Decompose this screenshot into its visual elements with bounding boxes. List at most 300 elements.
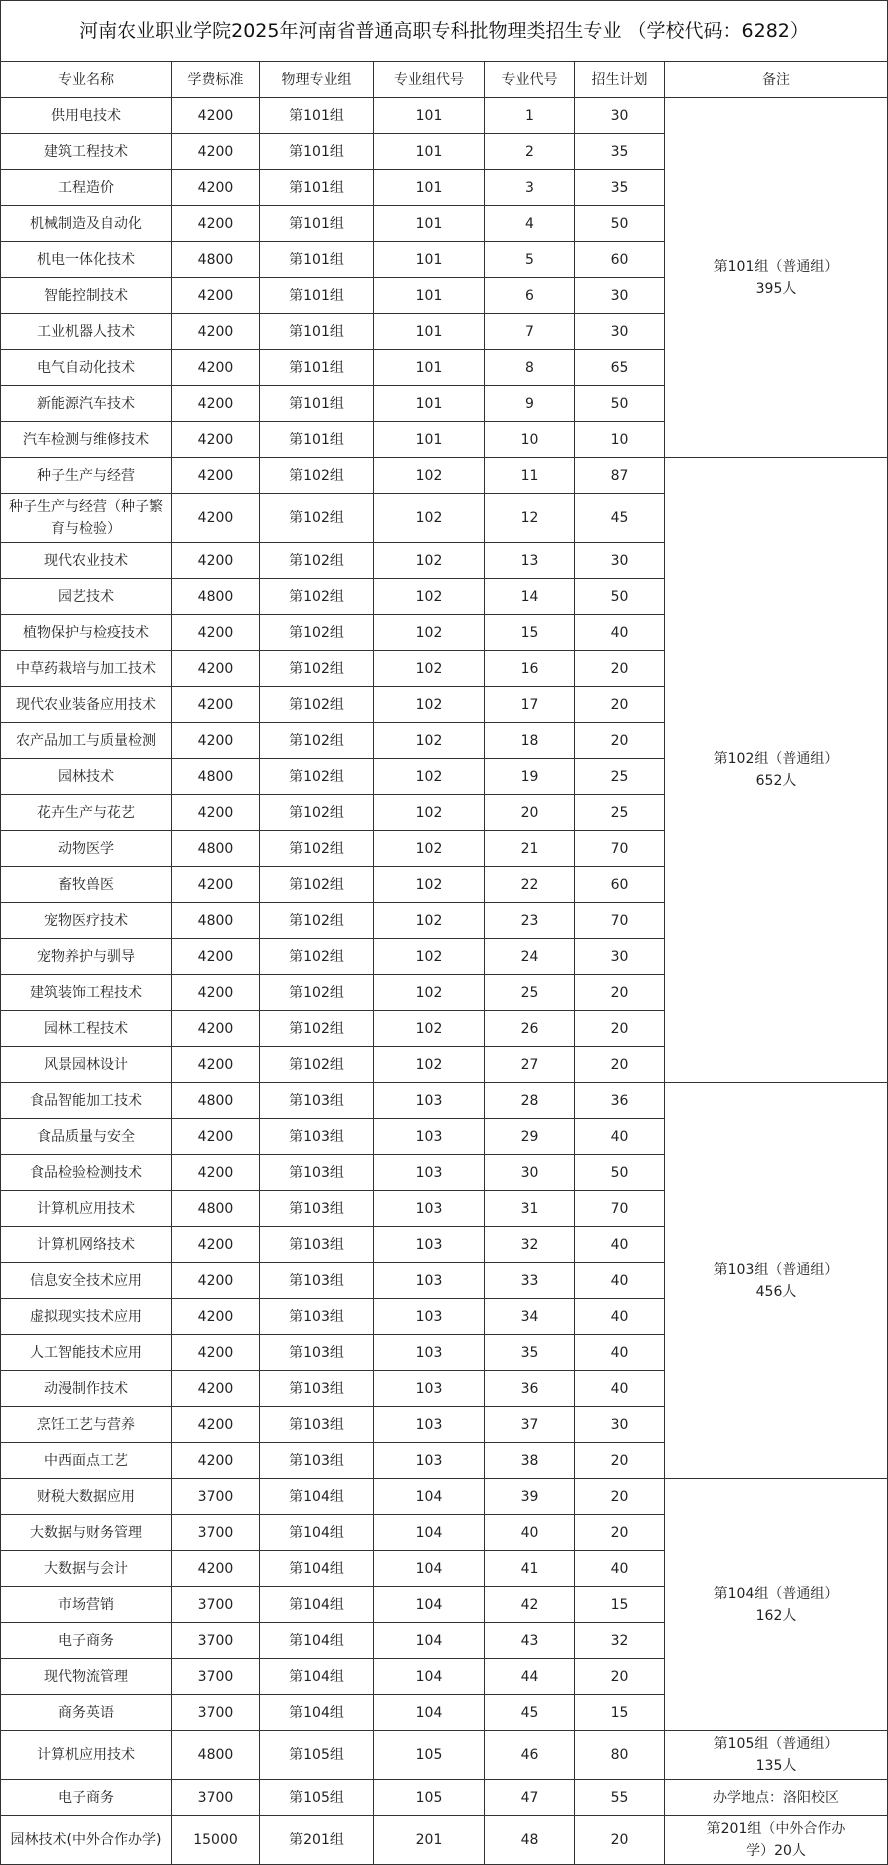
remark-line: 第102组（普通组）: [713, 751, 839, 767]
cell-major-code: 7: [485, 314, 575, 350]
cell-group-code: 102: [374, 975, 485, 1011]
header-major-code: 专业代号: [485, 62, 575, 98]
cell-physics-group: 第102组: [260, 1011, 374, 1047]
cell-group-code: 101: [374, 386, 485, 422]
cell-major-name: 宠物养护与驯导: [1, 939, 172, 975]
header-enrollment-plan: 招生计划: [575, 62, 665, 98]
cell-group-code: 102: [374, 1047, 485, 1083]
cell-enrollment-plan: 65: [575, 350, 665, 386]
header-major-name: 专业名称: [1, 62, 172, 98]
cell-physics-group: 第102组: [260, 867, 374, 903]
cell-tuition: 3700: [172, 1479, 260, 1515]
cell-major-name: 人工智能技术应用: [1, 1335, 172, 1371]
cell-group-code: 105: [374, 1731, 485, 1780]
cell-physics-group: 第102组: [260, 831, 374, 867]
cell-group-code: 102: [374, 579, 485, 615]
remark-line: 第104组（普通组）: [713, 1585, 839, 1602]
cell-major-code: 37: [485, 1407, 575, 1443]
cell-major-name: 中草药栽培与加工技术: [1, 651, 172, 687]
cell-tuition: 4200: [172, 1371, 260, 1407]
cell-group-code: 102: [374, 458, 485, 494]
cell-enrollment-plan: 45: [575, 494, 665, 543]
cell-enrollment-plan: 80: [575, 1731, 665, 1780]
remark-line: 652人: [755, 773, 797, 789]
cell-major-name: 园艺技术: [1, 579, 172, 615]
cell-major-code: 45: [485, 1695, 575, 1731]
cell-group-code: 102: [374, 867, 485, 903]
cell-major-code: 25: [485, 975, 575, 1011]
cell-physics-group: 第104组: [260, 1479, 374, 1515]
cell-enrollment-plan: 20: [575, 687, 665, 723]
cell-physics-group: 第101组: [260, 350, 374, 386]
cell-major-code: 12: [485, 494, 575, 543]
cell-physics-group: 第101组: [260, 242, 374, 278]
cell-physics-group: 第102组: [260, 1047, 374, 1083]
remark-line: 135人: [755, 1758, 797, 1774]
cell-group-code: 102: [374, 494, 485, 543]
cell-major-name: 园林技术: [1, 759, 172, 795]
cell-major-name: 建筑工程技术: [1, 134, 172, 170]
cell-major-name: 农产品加工与质量检测: [1, 723, 172, 759]
cell-tuition: 4200: [172, 1551, 260, 1587]
cell-remarks: [665, 98, 888, 458]
cell-enrollment-plan: 20: [575, 975, 665, 1011]
cell-enrollment-plan: 35: [575, 134, 665, 170]
cell-physics-group: 第102组: [260, 615, 374, 651]
cell-major-name: 种子生产与经营（种子繁育与检验）: [1, 494, 172, 543]
cell-major-name: 市场营销: [1, 1587, 172, 1623]
cell-major-name: 虚拟现实技术应用: [1, 1299, 172, 1335]
cell-physics-group: 第102组: [260, 579, 374, 615]
cell-major-code: 22: [485, 867, 575, 903]
cell-enrollment-plan: 32: [575, 1623, 665, 1659]
cell-major-code: 9: [485, 386, 575, 422]
cell-major-name: 园林工程技术: [1, 1011, 172, 1047]
cell-group-code: 104: [374, 1659, 485, 1695]
remark-line: 456人: [755, 1283, 797, 1300]
cell-enrollment-plan: 30: [575, 1407, 665, 1443]
cell-major-name: 食品质量与安全: [1, 1119, 172, 1155]
table-row: [1, 1731, 888, 1780]
cell-enrollment-plan: 40: [575, 1227, 665, 1263]
cell-major-code: 46: [485, 1731, 575, 1780]
cell-group-code: 104: [374, 1587, 485, 1623]
cell-tuition: 4800: [172, 1083, 260, 1119]
cell-major-name: 新能源汽车技术: [1, 386, 172, 422]
cell-major-name: 园林技术(中外合作办学): [1, 1816, 172, 1865]
cell-major-code: 36: [485, 1371, 575, 1407]
cell-enrollment-plan: 25: [575, 759, 665, 795]
cell-group-code: 104: [374, 1515, 485, 1551]
cell-tuition: 4200: [172, 98, 260, 134]
cell-physics-group: 第102组: [260, 494, 374, 543]
cell-tuition: 3700: [172, 1623, 260, 1659]
cell-physics-group: 第103组: [260, 1155, 374, 1191]
table-title: 河南农业职业学院2025年河南省普通高职专科批物理类招生专业 （学校代码：6282）: [1, 1, 888, 62]
cell-major-code: 15: [485, 615, 575, 651]
cell-physics-group: 第102组: [260, 975, 374, 1011]
cell-major-code: 21: [485, 831, 575, 867]
cell-major-name: 电气自动化技术: [1, 350, 172, 386]
cell-group-code: 103: [374, 1191, 485, 1227]
cell-tuition: 4200: [172, 543, 260, 579]
cell-tuition: 4800: [172, 1191, 260, 1227]
cell-group-code: 101: [374, 98, 485, 134]
cell-tuition: 4200: [172, 867, 260, 903]
cell-major-code: 29: [485, 1119, 575, 1155]
cell-enrollment-plan: 15: [575, 1695, 665, 1731]
cell-major-name: 财税大数据应用: [1, 1479, 172, 1515]
cell-tuition: 4200: [172, 975, 260, 1011]
cell-group-code: 102: [374, 651, 485, 687]
cell-enrollment-plan: 20: [575, 1515, 665, 1551]
cell-group-code: 103: [374, 1443, 485, 1479]
cell-tuition: 4200: [172, 1443, 260, 1479]
remark-line: 学）20人: [746, 1843, 806, 1859]
cell-major-code: 1: [485, 98, 575, 134]
cell-major-name: 中西面点工艺: [1, 1443, 172, 1479]
cell-major-name: 食品智能加工技术: [1, 1083, 172, 1119]
cell-physics-group: 第103组: [260, 1335, 374, 1371]
cell-tuition: 4200: [172, 1407, 260, 1443]
cell-group-code: 102: [374, 903, 485, 939]
cell-tuition: 4200: [172, 1299, 260, 1335]
cell-enrollment-plan: 50: [575, 386, 665, 422]
cell-enrollment-plan: 30: [575, 98, 665, 134]
cell-enrollment-plan: 20: [575, 1479, 665, 1515]
cell-tuition: 4200: [172, 422, 260, 458]
cell-major-name: 供用电技术: [1, 98, 172, 134]
cell-physics-group: 第104组: [260, 1587, 374, 1623]
header-row: [1, 62, 888, 98]
cell-major-code: 28: [485, 1083, 575, 1119]
cell-major-code: 48: [485, 1816, 575, 1865]
cell-group-code: 104: [374, 1623, 485, 1659]
cell-major-code: 43: [485, 1623, 575, 1659]
cell-major-name: 电子商务: [1, 1780, 172, 1816]
cell-major-name: 烹饪工艺与营养: [1, 1407, 172, 1443]
cell-major-name: 工业机器人技术: [1, 314, 172, 350]
cell-major-name: 汽车检测与维修技术: [1, 422, 172, 458]
table-row: [1, 1780, 888, 1816]
cell-major-name: 畜牧兽医: [1, 867, 172, 903]
cell-enrollment-plan: 20: [575, 1047, 665, 1083]
cell-tuition: 3700: [172, 1587, 260, 1623]
cell-major-code: 18: [485, 723, 575, 759]
cell-group-code: 101: [374, 134, 485, 170]
cell-physics-group: 第103组: [260, 1299, 374, 1335]
cell-major-code: 23: [485, 903, 575, 939]
cell-physics-group: 第102组: [260, 543, 374, 579]
cell-tuition: 3700: [172, 1659, 260, 1695]
cell-group-code: 102: [374, 1011, 485, 1047]
cell-group-code: 104: [374, 1551, 485, 1587]
cell-enrollment-plan: 50: [575, 1155, 665, 1191]
remark-line: 第103组（普通组）: [713, 1261, 839, 1278]
cell-group-code: 104: [374, 1479, 485, 1515]
table-row: [1, 1479, 888, 1515]
header-remarks: 备注: [665, 62, 888, 98]
cell-enrollment-plan: 50: [575, 579, 665, 615]
cell-enrollment-plan: 20: [575, 1443, 665, 1479]
cell-major-code: 6: [485, 278, 575, 314]
cell-physics-group: 第103组: [260, 1263, 374, 1299]
cell-major-name: 现代物流管理: [1, 1659, 172, 1695]
cell-group-code: 102: [374, 723, 485, 759]
cell-major-code: 4: [485, 206, 575, 242]
cell-major-name: 计算机应用技术: [1, 1731, 172, 1780]
cell-enrollment-plan: 40: [575, 1299, 665, 1335]
cell-tuition: 4200: [172, 386, 260, 422]
cell-remarks: [665, 1083, 888, 1479]
cell-major-code: 19: [485, 759, 575, 795]
cell-group-code: 103: [374, 1263, 485, 1299]
cell-major-code: 16: [485, 651, 575, 687]
cell-major-code: 41: [485, 1551, 575, 1587]
header-physics-group: 物理专业组: [260, 62, 374, 98]
cell-enrollment-plan: 60: [575, 242, 665, 278]
cell-enrollment-plan: 30: [575, 939, 665, 975]
cell-tuition: 4200: [172, 1335, 260, 1371]
cell-physics-group: 第104组: [260, 1623, 374, 1659]
cell-major-code: 31: [485, 1191, 575, 1227]
cell-group-code: 103: [374, 1335, 485, 1371]
cell-major-name: 现代农业技术: [1, 543, 172, 579]
cell-major-code: 17: [485, 687, 575, 723]
cell-tuition: 4800: [172, 579, 260, 615]
cell-enrollment-plan: 30: [575, 543, 665, 579]
cell-major-code: 5: [485, 242, 575, 278]
cell-major-name: 机电一体化技术: [1, 242, 172, 278]
cell-group-code: 103: [374, 1083, 485, 1119]
cell-remarks: [665, 1780, 888, 1816]
cell-group-code: 101: [374, 350, 485, 386]
cell-physics-group: 第103组: [260, 1371, 374, 1407]
cell-major-code: 2: [485, 134, 575, 170]
cell-major-code: 47: [485, 1780, 575, 1816]
cell-physics-group: 第102组: [260, 651, 374, 687]
cell-enrollment-plan: 20: [575, 651, 665, 687]
cell-group-code: 103: [374, 1155, 485, 1191]
cell-major-code: 8: [485, 350, 575, 386]
table-row: [1, 1816, 888, 1865]
cell-tuition: 3700: [172, 1780, 260, 1816]
cell-physics-group: 第101组: [260, 422, 374, 458]
cell-tuition: 4800: [172, 1731, 260, 1780]
table-body: [1, 98, 888, 1865]
cell-group-code: 102: [374, 939, 485, 975]
cell-physics-group: 第103组: [260, 1083, 374, 1119]
cell-tuition: 4200: [172, 1155, 260, 1191]
cell-major-name: 信息安全技术应用: [1, 1263, 172, 1299]
cell-physics-group: 第101组: [260, 386, 374, 422]
cell-group-code: 104: [374, 1695, 485, 1731]
cell-major-name: 电子商务: [1, 1623, 172, 1659]
cell-major-name: 花卉生产与花艺: [1, 795, 172, 831]
cell-physics-group: 第101组: [260, 314, 374, 350]
cell-physics-group: 第103组: [260, 1227, 374, 1263]
cell-major-code: 24: [485, 939, 575, 975]
cell-major-code: 44: [485, 1659, 575, 1695]
cell-enrollment-plan: 20: [575, 1816, 665, 1865]
cell-major-code: 13: [485, 543, 575, 579]
cell-enrollment-plan: 20: [575, 1659, 665, 1695]
cell-group-code: 101: [374, 278, 485, 314]
cell-enrollment-plan: 40: [575, 1335, 665, 1371]
cell-tuition: 4200: [172, 314, 260, 350]
cell-major-code: 32: [485, 1227, 575, 1263]
cell-tuition: 4200: [172, 1263, 260, 1299]
cell-major-code: 3: [485, 170, 575, 206]
cell-tuition: 4200: [172, 458, 260, 494]
cell-group-code: 102: [374, 759, 485, 795]
cell-tuition: 4800: [172, 831, 260, 867]
cell-major-code: 40: [485, 1515, 575, 1551]
cell-physics-group: 第101组: [260, 134, 374, 170]
cell-enrollment-plan: 70: [575, 831, 665, 867]
cell-major-name: 现代农业装备应用技术: [1, 687, 172, 723]
cell-physics-group: 第102组: [260, 939, 374, 975]
cell-enrollment-plan: 87: [575, 458, 665, 494]
cell-tuition: 4200: [172, 723, 260, 759]
cell-physics-group: 第101组: [260, 98, 374, 134]
cell-enrollment-plan: 30: [575, 278, 665, 314]
cell-tuition: 4200: [172, 1011, 260, 1047]
cell-physics-group: 第102组: [260, 723, 374, 759]
cell-tuition: 4200: [172, 170, 260, 206]
cell-physics-group: 第103组: [260, 1407, 374, 1443]
cell-remarks: [665, 458, 888, 1083]
cell-remarks: [665, 1731, 888, 1780]
cell-group-code: 105: [374, 1780, 485, 1816]
cell-tuition: 15000: [172, 1816, 260, 1865]
cell-group-code: 103: [374, 1299, 485, 1335]
cell-major-code: 42: [485, 1587, 575, 1623]
remark-line: 第201组（中外合作办: [706, 1821, 846, 1837]
cell-major-name: 动物医学: [1, 831, 172, 867]
cell-major-name: 工程造价: [1, 170, 172, 206]
cell-physics-group: 第101组: [260, 278, 374, 314]
cell-tuition: 4200: [172, 350, 260, 386]
remark-line: 162人: [755, 1607, 797, 1624]
cell-major-name: 商务英语: [1, 1695, 172, 1731]
cell-enrollment-plan: 20: [575, 1011, 665, 1047]
cell-enrollment-plan: 36: [575, 1083, 665, 1119]
cell-enrollment-plan: 40: [575, 1119, 665, 1155]
cell-physics-group: 第104组: [260, 1695, 374, 1731]
cell-tuition: 4200: [172, 134, 260, 170]
cell-physics-group: 第102组: [260, 759, 374, 795]
cell-tuition: 3700: [172, 1695, 260, 1731]
cell-physics-group: 第103组: [260, 1119, 374, 1155]
cell-tuition: 4200: [172, 795, 260, 831]
cell-group-code: 103: [374, 1407, 485, 1443]
header-group-code: 专业组代号: [374, 62, 485, 98]
cell-enrollment-plan: 55: [575, 1780, 665, 1816]
cell-major-name: 计算机应用技术: [1, 1191, 172, 1227]
remark-line: 395人: [755, 280, 797, 297]
cell-major-name: 风景园林设计: [1, 1047, 172, 1083]
cell-physics-group: 第101组: [260, 170, 374, 206]
cell-tuition: 4200: [172, 651, 260, 687]
cell-physics-group: 第102组: [260, 903, 374, 939]
remark-line: 第105组（普通组）: [713, 1736, 839, 1752]
cell-tuition: 3700: [172, 1515, 260, 1551]
table-row: [1, 1083, 888, 1119]
cell-enrollment-plan: 15: [575, 1587, 665, 1623]
cell-group-code: 103: [374, 1227, 485, 1263]
cell-major-code: 33: [485, 1263, 575, 1299]
cell-enrollment-plan: 70: [575, 1191, 665, 1227]
cell-physics-group: 第102组: [260, 458, 374, 494]
cell-tuition: 4800: [172, 903, 260, 939]
cell-enrollment-plan: 35: [575, 170, 665, 206]
cell-tuition: 4200: [172, 206, 260, 242]
cell-tuition: 4200: [172, 1047, 260, 1083]
cell-group-code: 101: [374, 170, 485, 206]
cell-major-name: 智能控制技术: [1, 278, 172, 314]
cell-major-name: 种子生产与经营: [1, 458, 172, 494]
cell-group-code: 102: [374, 795, 485, 831]
cell-tuition: 4200: [172, 278, 260, 314]
cell-enrollment-plan: 40: [575, 1551, 665, 1587]
cell-physics-group: 第101组: [260, 206, 374, 242]
cell-tuition: 4200: [172, 687, 260, 723]
cell-physics-group: 第104组: [260, 1515, 374, 1551]
cell-major-name: 机械制造及自动化: [1, 206, 172, 242]
cell-enrollment-plan: 40: [575, 1371, 665, 1407]
cell-group-code: 201: [374, 1816, 485, 1865]
cell-physics-group: 第102组: [260, 687, 374, 723]
cell-major-name: 植物保护与检疫技术: [1, 615, 172, 651]
table-row: [1, 458, 888, 494]
cell-enrollment-plan: 40: [575, 615, 665, 651]
cell-physics-group: 第103组: [260, 1191, 374, 1227]
cell-physics-group: 第105组: [260, 1780, 374, 1816]
cell-major-code: 26: [485, 1011, 575, 1047]
cell-major-code: 10: [485, 422, 575, 458]
cell-group-code: 101: [374, 206, 485, 242]
cell-major-code: 11: [485, 458, 575, 494]
table-row: [1, 98, 888, 134]
cell-physics-group: 第102组: [260, 795, 374, 831]
cell-group-code: 103: [374, 1371, 485, 1407]
cell-major-code: 14: [485, 579, 575, 615]
cell-enrollment-plan: 20: [575, 723, 665, 759]
cell-remarks: [665, 1816, 888, 1865]
cell-major-name: 食品检验检测技术: [1, 1155, 172, 1191]
cell-major-name: 宠物医疗技术: [1, 903, 172, 939]
remark-line: 办学地点：洛阳校区: [713, 1789, 839, 1806]
cell-physics-group: 第201组: [260, 1816, 374, 1865]
cell-group-code: 103: [374, 1119, 485, 1155]
cell-major-name: 计算机网络技术: [1, 1227, 172, 1263]
header-tuition: 学费标准: [172, 62, 260, 98]
cell-tuition: 4200: [172, 615, 260, 651]
remark-line: 第101组（普通组）: [713, 258, 839, 275]
cell-group-code: 101: [374, 242, 485, 278]
cell-major-code: 27: [485, 1047, 575, 1083]
cell-remarks: [665, 1479, 888, 1731]
cell-enrollment-plan: 25: [575, 795, 665, 831]
cell-major-code: 38: [485, 1443, 575, 1479]
cell-group-code: 101: [374, 422, 485, 458]
cell-group-code: 102: [374, 543, 485, 579]
cell-major-name: 大数据与财务管理: [1, 1515, 172, 1551]
cell-group-code: 102: [374, 687, 485, 723]
cell-major-code: 20: [485, 795, 575, 831]
cell-major-name: 动漫制作技术: [1, 1371, 172, 1407]
